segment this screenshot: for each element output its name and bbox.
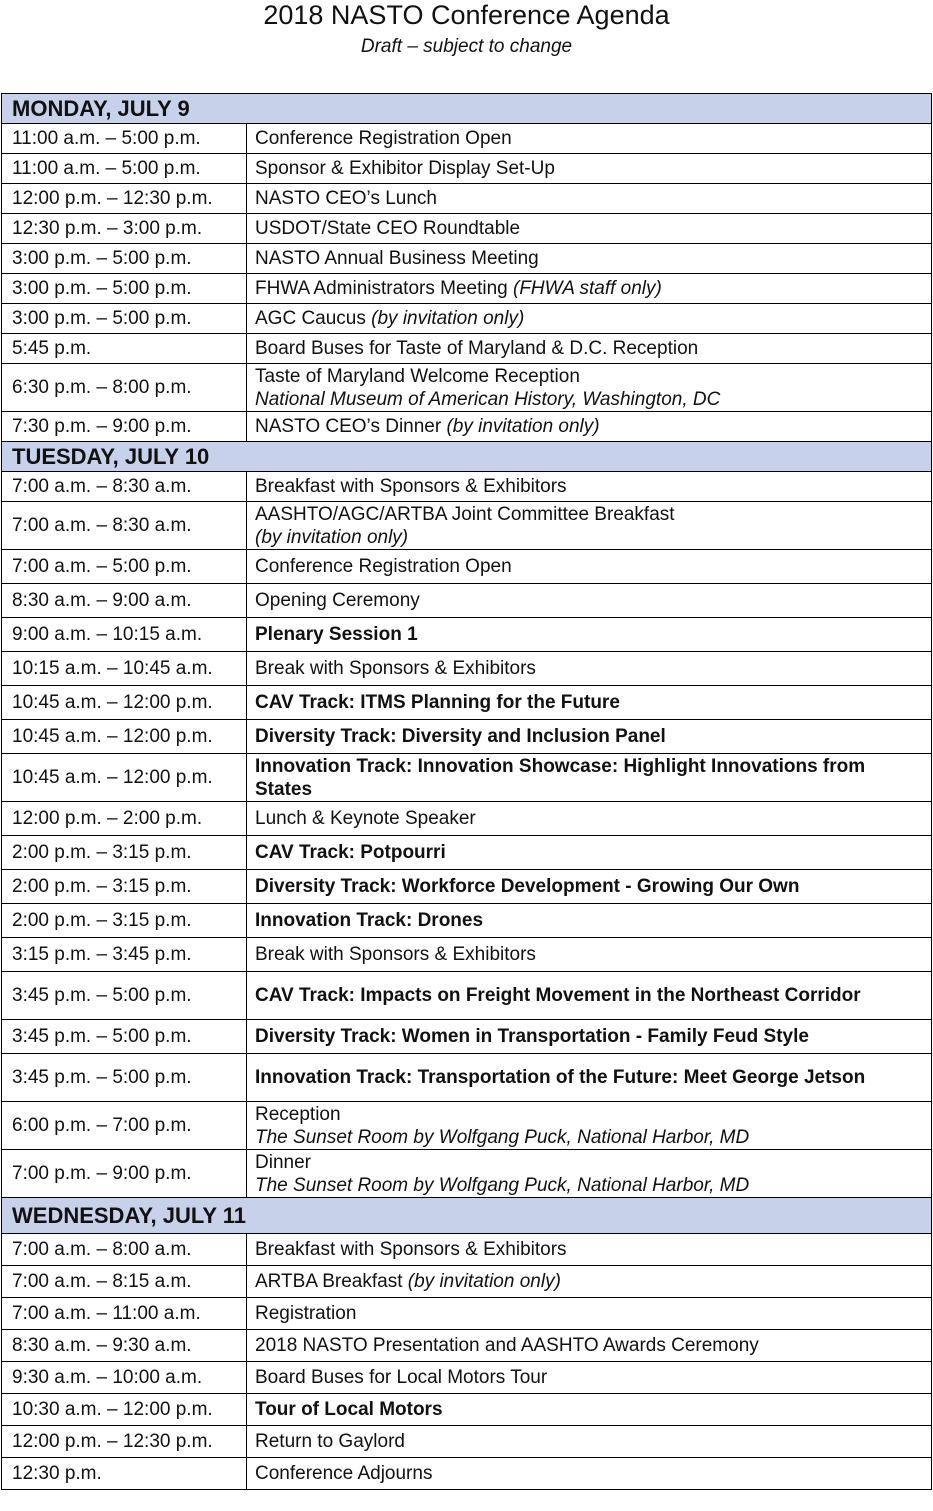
- day-header: MONDAY, JULY 9: [2, 94, 932, 124]
- event-title: CAV Track: Potpourri: [255, 842, 446, 863]
- event-title: Registration: [255, 1303, 357, 1324]
- agenda-event: [247, 1054, 932, 1102]
- event-title: Plenary Session 1: [255, 624, 418, 645]
- agenda-time: 6:30 p.m. – 8:00 p.m.: [2, 364, 247, 412]
- agenda-time: 5:45 p.m.: [2, 334, 247, 364]
- event-title: AGC Caucus: [255, 308, 366, 329]
- agenda-row: [2, 1330, 932, 1362]
- agenda-time: 10:30 a.m. – 12:00 p.m.: [2, 1394, 247, 1426]
- agenda-time: 3:45 p.m. – 5:00 p.m.: [2, 972, 247, 1020]
- agenda-event: [247, 274, 932, 304]
- event-title: Lunch & Keynote Speaker: [255, 808, 476, 829]
- day-header-row: [2, 94, 932, 124]
- day-header: TUESDAY, JULY 10: [2, 442, 932, 472]
- agenda-event: [247, 686, 932, 720]
- agenda-time: 7:00 a.m. – 8:15 a.m.: [2, 1266, 247, 1298]
- agenda-event: [247, 1362, 932, 1394]
- event-note: (by invitation only): [446, 416, 600, 437]
- event-location: National Museum of American History, Washington, DC: [255, 388, 721, 410]
- agenda-event: [247, 184, 932, 214]
- agenda-row: [2, 1394, 932, 1426]
- agenda-event: [247, 124, 932, 154]
- agenda-row: [2, 1054, 932, 1102]
- event-title: Diversity Track: Workforce Development - Growing Our Own: [255, 876, 800, 897]
- agenda-time: 7:00 a.m. – 8:30 a.m.: [2, 472, 247, 502]
- event-title: NASTO Annual Business Meeting: [255, 248, 539, 269]
- event-title: Breakfast with Sponsors & Exhibitors: [255, 476, 567, 497]
- agenda-event: [247, 836, 932, 870]
- agenda-time: 7:00 p.m. – 9:00 p.m.: [2, 1150, 247, 1198]
- agenda-row: [2, 334, 932, 364]
- event-title: Break with Sponsors & Exhibitors: [255, 944, 536, 965]
- event-title: Conference Registration Open: [255, 556, 512, 577]
- agenda-time: 7:00 a.m. – 11:00 a.m.: [2, 1298, 247, 1330]
- agenda-row: [2, 364, 932, 412]
- event-title: Diversity Track: Women in Transportation - Family Feud Style: [255, 1026, 809, 1047]
- agenda-row: [2, 1266, 932, 1298]
- event-title: Diversity Track: Diversity and Inclusion Panel: [255, 726, 666, 747]
- agenda-row: [2, 802, 932, 836]
- agenda-time: 9:00 a.m. – 10:15 a.m.: [2, 618, 247, 652]
- agenda-event: [247, 550, 932, 584]
- agenda-row: [2, 938, 932, 972]
- agenda-row: [2, 836, 932, 870]
- event-title: NASTO CEO’s Dinner: [255, 416, 442, 437]
- agenda-row: [2, 412, 932, 442]
- agenda-row: [2, 1020, 932, 1054]
- event-title: Conference Adjourns: [255, 1463, 433, 1484]
- page-subtitle: Draft – subject to change: [360, 36, 573, 57]
- event-title: Taste of Maryland Welcome Reception: [255, 365, 580, 387]
- agenda-time: 3:00 p.m. – 5:00 p.m.: [2, 274, 247, 304]
- day-header: WEDNESDAY, JULY 11: [2, 1198, 932, 1234]
- event-title: Break with Sponsors & Exhibitors: [255, 658, 536, 679]
- agenda-table: [1, 93, 932, 1490]
- agenda-time: 10:45 a.m. – 12:00 p.m.: [2, 754, 247, 802]
- agenda-time: 10:45 a.m. – 12:00 p.m.: [2, 720, 247, 754]
- agenda-event: [247, 472, 932, 502]
- agenda-event: [247, 304, 932, 334]
- agenda-time: 2:00 p.m. – 3:15 p.m.: [2, 870, 247, 904]
- agenda-row: [2, 1234, 932, 1266]
- agenda-time: 12:30 p.m.: [2, 1458, 247, 1490]
- event-note: (FHWA staff only): [513, 278, 662, 299]
- event-title: FHWA Administrators Meeting: [255, 278, 508, 299]
- event-title: Return to Gaylord: [255, 1431, 405, 1452]
- event-location: The Sunset Room by Wolfgang Puck, National Harbor, MD: [255, 1126, 750, 1148]
- agenda-time: 2:00 p.m. – 3:15 p.m.: [2, 836, 247, 870]
- agenda-event: [247, 972, 932, 1020]
- agenda-time: 11:00 a.m. – 5:00 p.m.: [2, 124, 247, 154]
- agenda-row: [2, 124, 932, 154]
- event-title: USDOT/State CEO Roundtable: [255, 218, 521, 239]
- agenda-event: [247, 214, 932, 244]
- agenda-event: [247, 244, 932, 274]
- event-title: Innovation Track: Drones: [255, 910, 484, 931]
- agenda-time: 10:45 a.m. – 12:00 p.m.: [2, 686, 247, 720]
- agenda-event: [247, 1298, 932, 1330]
- event-location: The Sunset Room by Wolfgang Puck, National Harbor, MD: [255, 1174, 750, 1196]
- event-title: Sponsor & Exhibitor Display Set-Up: [255, 158, 555, 179]
- agenda-event: [247, 870, 932, 904]
- agenda-event: [247, 412, 932, 442]
- agenda-event: [247, 802, 932, 836]
- agenda-time: 3:45 p.m. – 5:00 p.m.: [2, 1054, 247, 1102]
- agenda-time: 12:00 p.m. – 2:00 p.m.: [2, 802, 247, 836]
- event-title: Opening Ceremony: [255, 590, 420, 611]
- agenda-row: [2, 244, 932, 274]
- agenda-event: [247, 502, 932, 550]
- agenda-event: [247, 334, 932, 364]
- agenda-row: [2, 1458, 932, 1490]
- agenda-row: [2, 1298, 932, 1330]
- agenda-time: 9:30 a.m. – 10:00 a.m.: [2, 1362, 247, 1394]
- event-location: (by invitation only): [255, 526, 409, 548]
- agenda-row: [2, 502, 932, 550]
- event-title: Dinner: [255, 1151, 311, 1173]
- event-title: 2018 NASTO Presentation and AASHTO Awards Ceremony: [255, 1335, 759, 1356]
- agenda-event: [247, 754, 932, 802]
- agenda-time: 11:00 a.m. – 5:00 p.m.: [2, 154, 247, 184]
- event-title: Conference Registration Open: [255, 128, 512, 149]
- event-title: AASHTO/AGC/ARTBA Joint Committee Breakfast: [255, 503, 675, 525]
- agenda-event: [247, 584, 932, 618]
- agenda-row: [2, 550, 932, 584]
- agenda-row: [2, 972, 932, 1020]
- agenda-event: [247, 1394, 932, 1426]
- day-header-row: [2, 1198, 932, 1234]
- agenda-time: 8:30 a.m. – 9:30 a.m.: [2, 1330, 247, 1362]
- agenda-event: [247, 938, 932, 972]
- agenda-time: 3:45 p.m. – 5:00 p.m.: [2, 1020, 247, 1054]
- agenda-row: [2, 686, 932, 720]
- day-header-row: [2, 442, 932, 472]
- agenda-row: [2, 184, 932, 214]
- agenda-event: [247, 1330, 932, 1362]
- event-title: CAV Track: Impacts on Freight Movement in the Northeast Corridor: [255, 985, 861, 1006]
- agenda-row: [2, 304, 932, 334]
- agenda-row: [2, 904, 932, 938]
- event-title: Board Buses for Local Motors Tour: [255, 1367, 548, 1388]
- agenda-event: [247, 618, 932, 652]
- agenda-row: [2, 154, 932, 184]
- agenda-row: [2, 1426, 932, 1458]
- agenda-event: [247, 1266, 932, 1298]
- agenda-row: [2, 618, 932, 652]
- agenda-row: [2, 754, 932, 802]
- agenda-row: [2, 1150, 932, 1198]
- agenda-time: 2:00 p.m. – 3:15 p.m.: [2, 904, 247, 938]
- event-title: Breakfast with Sponsors & Exhibitors: [255, 1239, 567, 1260]
- event-title: ARTBA Breakfast: [255, 1271, 403, 1292]
- agenda-time: 8:30 a.m. – 9:00 a.m.: [2, 584, 247, 618]
- event-title: Innovation Track: Innovation Showcase: Highlight Innovations from States: [255, 755, 866, 800]
- agenda-row: [2, 720, 932, 754]
- agenda-event: [247, 652, 932, 686]
- agenda-event: [247, 720, 932, 754]
- event-title: Reception: [255, 1103, 341, 1125]
- agenda-event: [247, 1102, 932, 1150]
- agenda-time: 7:00 a.m. – 8:00 a.m.: [2, 1234, 247, 1266]
- agenda-row: [2, 652, 932, 686]
- agenda-time: 3:00 p.m. – 5:00 p.m.: [2, 304, 247, 334]
- agenda-time: 7:00 a.m. – 8:30 a.m.: [2, 502, 247, 550]
- agenda-time: 3:00 p.m. – 5:00 p.m.: [2, 244, 247, 274]
- agenda-event: [247, 904, 932, 938]
- page-title: 2018 NASTO Conference Agenda: [263, 0, 670, 30]
- event-note: (by invitation only): [371, 308, 525, 329]
- agenda-event: [247, 1234, 932, 1266]
- agenda-time: 6:00 p.m. – 7:00 p.m.: [2, 1102, 247, 1150]
- event-title: CAV Track: ITMS Planning for the Future: [255, 692, 620, 713]
- agenda-row: [2, 1102, 932, 1150]
- agenda-event: [247, 1458, 932, 1490]
- event-title: Tour of Local Motors: [255, 1399, 443, 1420]
- agenda-time: 7:00 a.m. – 5:00 p.m.: [2, 550, 247, 584]
- agenda-row: [2, 274, 932, 304]
- agenda-event: [247, 1150, 932, 1198]
- event-note: (by invitation only): [407, 1271, 561, 1292]
- agenda-time: 10:15 a.m. – 10:45 a.m.: [2, 652, 247, 686]
- agenda-row: [2, 870, 932, 904]
- agenda-row: [2, 214, 932, 244]
- agenda-time: 3:15 p.m. – 3:45 p.m.: [2, 938, 247, 972]
- event-title: Board Buses for Taste of Maryland & D.C. Reception: [255, 338, 699, 359]
- event-title: NASTO CEO’s Lunch: [255, 188, 437, 209]
- agenda-event: [247, 364, 932, 412]
- agenda-time: 12:00 p.m. – 12:30 p.m.: [2, 184, 247, 214]
- agenda-event: [247, 1020, 932, 1054]
- agenda-time: 12:00 p.m. – 12:30 p.m.: [2, 1426, 247, 1458]
- agenda-event: [247, 154, 932, 184]
- agenda-row: [2, 584, 932, 618]
- agenda-row: [2, 472, 932, 502]
- agenda-row: [2, 1362, 932, 1394]
- event-title: Innovation Track: Transportation of the Future: Meet George Jetson: [255, 1067, 866, 1088]
- agenda-event: [247, 1426, 932, 1458]
- agenda-time: 7:30 p.m. – 9:00 p.m.: [2, 412, 247, 442]
- agenda-time: 12:30 p.m. – 3:00 p.m.: [2, 214, 247, 244]
